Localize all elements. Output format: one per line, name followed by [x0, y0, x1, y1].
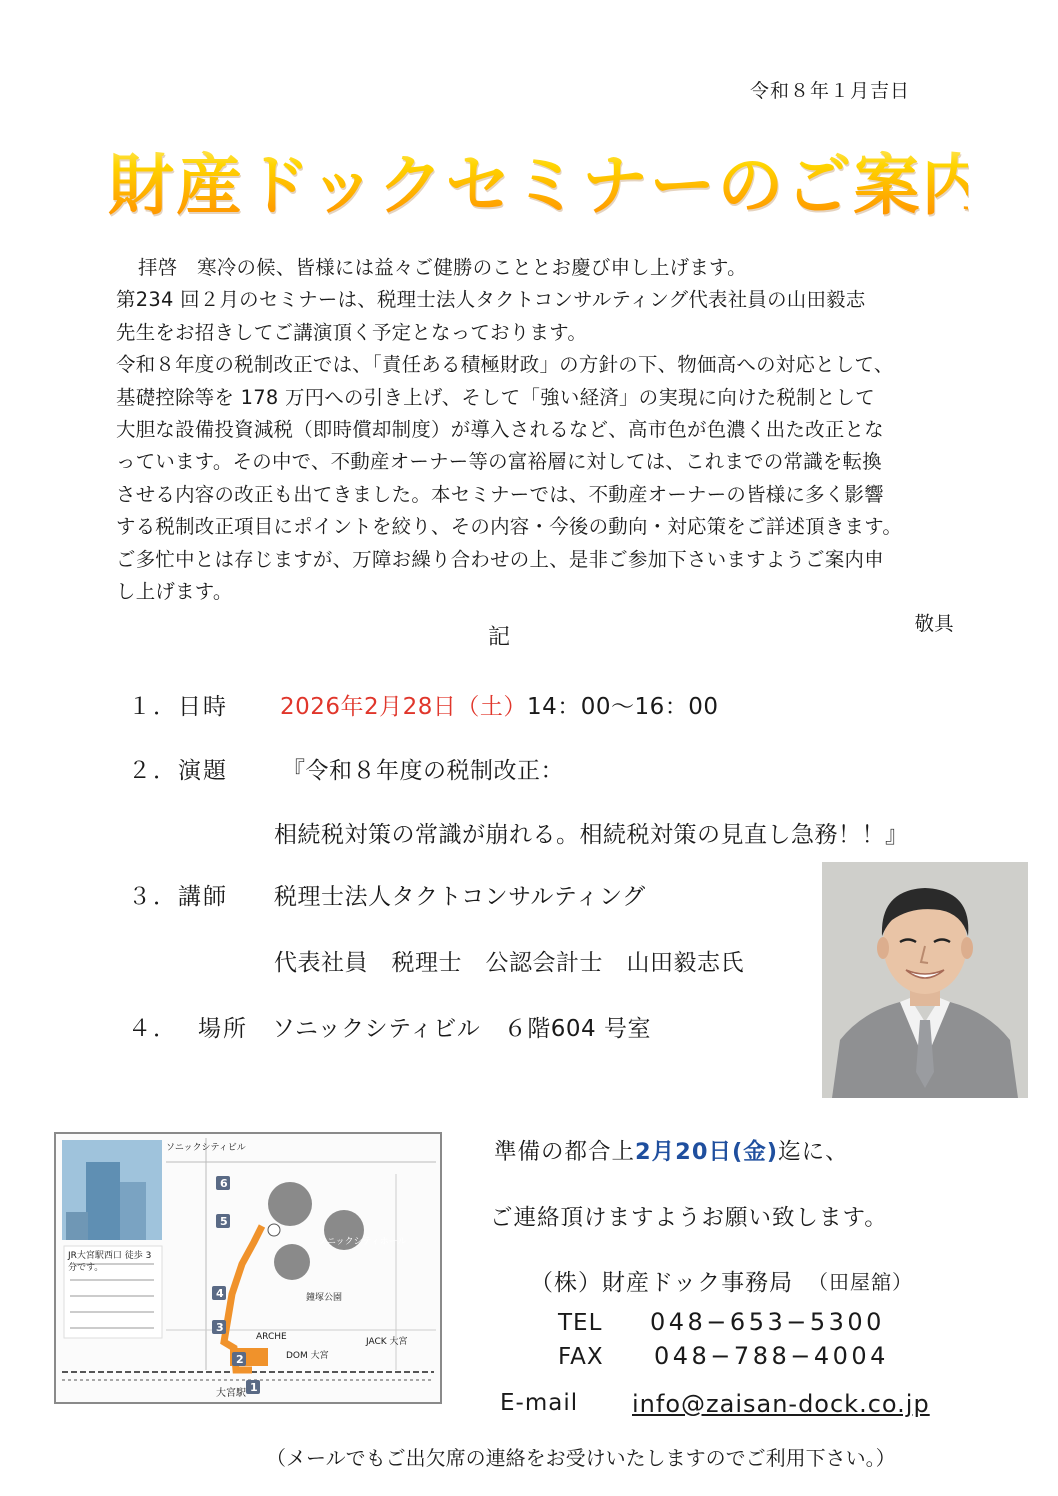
speaker-portrait-icon: [822, 862, 1028, 1098]
ki-heading: 記: [488, 625, 511, 650]
email-link[interactable]: info@zaisan-dock.co.jp: [632, 1390, 930, 1418]
fax-number: 048−788−4004: [654, 1342, 889, 1370]
body-line: 基礎控除等を 178 万円への引き上げ、そして「強い経済」の実現に向けた税制として: [116, 385, 875, 409]
venue-number: ４．: [128, 1016, 178, 1042]
notice-suffix: 迄に、: [778, 1139, 849, 1165]
datetime-value: [280, 688, 719, 721]
access-map: [54, 1132, 442, 1404]
route-number: 5: [220, 1215, 228, 1228]
body-line: 令和８年度の税制改正では、「責任ある積極財政」の方針の下、物価高への対応として、: [116, 353, 894, 377]
body-line: 先生をお招きしてご講演頂く予定となっております。: [116, 320, 588, 344]
route-number: 1: [250, 1381, 258, 1394]
route-number: 6: [220, 1177, 228, 1190]
map-label: ARCHE: [256, 1332, 287, 1342]
speaker-label: ３．講師: [128, 884, 228, 910]
notice-prefix: 準備の都合上: [494, 1139, 636, 1165]
seminar-time: 14：00～16：00: [526, 694, 719, 720]
datetime-label: １．日時: [128, 694, 228, 720]
body-line: する税制改正項目にポイントを絞り、その内容・今後の動向・対応策をご詳述頂きます。: [116, 515, 903, 539]
speaker-line-2: 代表社員 税理士 公認会計士 山田毅志氏: [274, 950, 744, 976]
map-label: ソニックシティホール: [318, 1237, 407, 1247]
venue-label: 場所: [198, 1016, 248, 1042]
map-label: 鐘塚公園: [306, 1293, 343, 1303]
email-label: E-mail: [500, 1390, 579, 1416]
page-title: 財産ドックセミナーのご案内: [108, 132, 968, 227]
map-label: DOM 大宮: [286, 1351, 329, 1361]
footnote: （メールでもご出欠席の連絡をお受けいたしますのでご利用下さい。）: [266, 1446, 896, 1470]
body-line: ご多忙中とは存じますが、万障お繰り合わせの上、是非ご参加下さいますようご案内申: [116, 547, 884, 571]
tel-label: TEL: [558, 1310, 603, 1336]
map-label: ソニックシティビル: [166, 1143, 246, 1153]
topic-line-1: 『令和８年度の税制改正：: [282, 758, 564, 784]
rsvp-notice-line-1: [494, 1134, 849, 1166]
route-number: 2: [236, 1353, 244, 1366]
topic-label: ２．演題: [128, 758, 228, 784]
topic-line-2: 相続税対策の常識が崩れる。相続税対策の見直し急務！！』: [274, 822, 909, 848]
seminar-date: 2026年2月28日（土）: [280, 694, 527, 720]
speaker-line-1: 税理士法人タクトコンサルティング: [274, 884, 646, 910]
body-line: っています。その中で、不動産オーナー等の富裕層に対しては、これまでの常識を転換: [116, 450, 882, 474]
tel-number[interactable]: 048−653−5300: [650, 1308, 885, 1336]
greeting: 拝啓 寒冷の候、皆様には益々ご健勝のこととお慶び申し上げます。: [138, 256, 747, 279]
body-line: し上げます。: [116, 580, 233, 604]
document-date: 令和８年１月吉日: [749, 80, 910, 102]
rsvp-deadline: 2月20日(金): [635, 1139, 779, 1165]
body-line: 大胆な設備投資減税（即時償却制度）が導入されるなど、高市色が色濃く出た改正とな: [116, 418, 884, 442]
map-label: JACK 大宮: [366, 1337, 408, 1347]
speaker-photo: [822, 862, 1028, 1098]
route-number: 4: [216, 1287, 224, 1300]
rsvp-notice-line-2: ご連絡頂けますようお願い致します。: [490, 1205, 888, 1231]
letter-body: [116, 252, 956, 641]
contact-org-note: （田屋舘）: [808, 1270, 913, 1294]
venue-value: ソニックシティビル ６階604 号室: [272, 1016, 651, 1042]
closing: 敬具: [914, 612, 954, 636]
contact-org: （株）財産ドック事務局: [530, 1270, 794, 1296]
body-line: 第234 回２月のセミナーは、税理士法人タクトコンサルティング代表社員の山田毅志: [116, 288, 866, 312]
map-caption: JR大宮駅西口 徒歩 3分です。: [68, 1251, 152, 1273]
body-line: させる内容の改正も出てきました。本セミナーでは、不動産オーナーの皆様に多く影響: [116, 482, 884, 506]
route-number: 3: [216, 1321, 224, 1334]
fax-label: FAX: [558, 1344, 604, 1370]
map-label: 大宮駅: [216, 1388, 246, 1399]
